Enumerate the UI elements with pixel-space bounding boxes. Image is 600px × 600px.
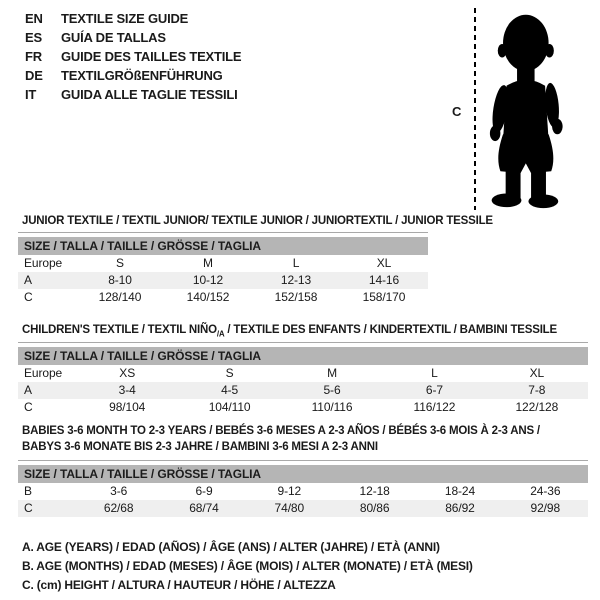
table-cell: 24-36 — [530, 484, 561, 498]
table-cell: XS — [119, 366, 136, 380]
table-cell: S — [225, 366, 234, 380]
lang-row-es — [25, 28, 241, 47]
table-header-bar: SIZE / TALLA / TAILLE / GRÖSSE / TAGLIA — [18, 237, 428, 255]
table-row — [18, 399, 588, 416]
row-label: C — [24, 290, 33, 304]
babies-title-line1: BABIES 3-6 MONTH TO 2-3 YEARS / BEBÉS 3-6 MESES A 2-3 AÑOS / BÉBÉS 3-6 MOIS À 2-3 ANS / — [22, 425, 540, 437]
table-cell: 104/110 — [208, 400, 251, 414]
footnotes — [22, 538, 473, 595]
table-cell: 122/128 — [515, 400, 559, 414]
footnote-a: A. AGE (YEARS) / EDAD (AÑOS) / ÂGE (ANS) / ALTER (JAHRE) / ETÀ (ANNI) — [22, 540, 440, 554]
table-cell: 140/152 — [186, 290, 230, 304]
children-table-title: CHILDREN'S TEXTILE / TEXTIL $NIÑO_{/A}$ / TEXTILE DES ENFANTS / KINDERTEXTIL / BAMBINI TESSILE — [22, 324, 557, 339]
table-row — [18, 255, 428, 272]
lang-code: EN — [25, 11, 43, 26]
babies-table-title — [22, 423, 540, 455]
table-cell: S — [116, 256, 124, 270]
table-cell: 14-16 — [368, 273, 400, 287]
lang-row-de — [25, 66, 241, 85]
height-dashed-line — [474, 8, 476, 210]
table-cell: 98/104 — [109, 400, 146, 414]
table-cell: 158/170 — [362, 290, 406, 304]
row-label: B — [24, 484, 32, 498]
table-cell: 6-7 — [425, 383, 443, 397]
table-row — [18, 289, 428, 306]
figure-height-label: C — [452, 104, 462, 119]
table-row — [18, 382, 588, 399]
table-cell: 128/140 — [98, 290, 142, 304]
babies-title-line2: BABYS 3-6 MONATE BIS 2-3 JAHRE / BAMBINI 3-6 MESI A 2-3 ANNI — [22, 441, 378, 453]
table-cell: 6-9 — [195, 484, 213, 498]
lang-label: GUIDA ALLE TAGLIE TESSILI — [61, 87, 238, 102]
lang-row-it — [25, 85, 241, 104]
table-cell: 18-24 — [444, 484, 476, 498]
lang-label: GUÍA DE TALLAS — [61, 30, 166, 45]
table-cell: 7-8 — [528, 383, 546, 397]
table-cell: 116/122 — [413, 400, 456, 414]
junior-size-table — [18, 232, 428, 306]
row-label: Europe — [24, 366, 63, 380]
lang-code: ES — [25, 30, 42, 45]
children-size-table — [18, 342, 588, 416]
table-cell: 9-12 — [277, 484, 302, 498]
table-row — [18, 500, 588, 517]
lang-code: IT — [25, 87, 37, 102]
junior-table-title: JUNIOR TEXTILE / TEXTIL JUNIOR/ TEXTILE JUNIOR / JUNIORTEXTIL / JUNIOR TESSILE — [22, 215, 493, 227]
table-header-bar: SIZE / TALLA / TAILLE / GRÖSSE / TAGLIA — [18, 465, 588, 483]
table-row — [18, 272, 428, 289]
language-list — [25, 9, 241, 104]
table-cell: 110/116 — [311, 400, 353, 414]
table-cell: 10-12 — [192, 273, 224, 287]
lang-code: FR — [25, 49, 42, 64]
table-cell: 68/74 — [189, 501, 219, 515]
lang-row-en — [25, 9, 241, 28]
lang-label: TEXTILE SIZE GUIDE — [61, 11, 189, 26]
table-cell: XL — [529, 366, 545, 380]
table-cell: 74/80 — [274, 501, 305, 515]
footnote-b: B. AGE (MONTHS) / EDAD (MESES) / ÂGE (MOIS) / ALTER (MONATE) / ETÀ (MESI) — [22, 559, 473, 573]
table-cell: 80/86 — [359, 501, 390, 515]
nino-a-subscript: /A — [216, 329, 225, 339]
table-cell: 86/92 — [445, 501, 475, 515]
baby-silhouette-icon — [482, 8, 574, 212]
lang-row-fr — [25, 47, 241, 66]
babies-size-table — [18, 460, 588, 517]
table-cell: 3-6 — [110, 484, 128, 498]
lang-label: GUIDE DES TAILLES TEXTILE — [61, 49, 242, 64]
table-cell: 4-5 — [221, 383, 239, 397]
table-cell: XL — [376, 256, 392, 270]
row-label: C — [24, 501, 33, 515]
table-cell: 3-4 — [118, 383, 136, 397]
row-label: A — [24, 383, 32, 397]
row-label: C — [24, 400, 33, 414]
row-label: A — [24, 273, 32, 287]
row-label: Europe — [24, 256, 63, 270]
table-cell: 12-18 — [359, 484, 390, 498]
table-cell: 152/158 — [274, 290, 318, 304]
table-row — [18, 365, 588, 382]
table-header-bar: SIZE / TALLA / TAILLE / GRÖSSE / TAGLIA — [18, 347, 588, 365]
table-cell: 12-13 — [280, 273, 312, 287]
lang-label: TEXTILGRÖßENFÜHRUNG — [61, 68, 223, 83]
table-cell: L — [292, 256, 300, 270]
table-cell: 5-6 — [323, 383, 341, 397]
lang-code: DE — [25, 68, 43, 83]
table-row — [18, 483, 588, 500]
table-cell: M — [327, 366, 337, 380]
table-cell: 8-10 — [108, 273, 132, 287]
table-cell: 62/68 — [103, 501, 134, 515]
table-cell: 92/98 — [530, 501, 561, 515]
footnote-c: C. (cm) HEIGHT / ALTURA / HAUTEUR / HÖHE / ALTEZZA — [22, 578, 336, 592]
table-cell: M — [203, 256, 213, 270]
table-cell: L — [431, 366, 438, 380]
